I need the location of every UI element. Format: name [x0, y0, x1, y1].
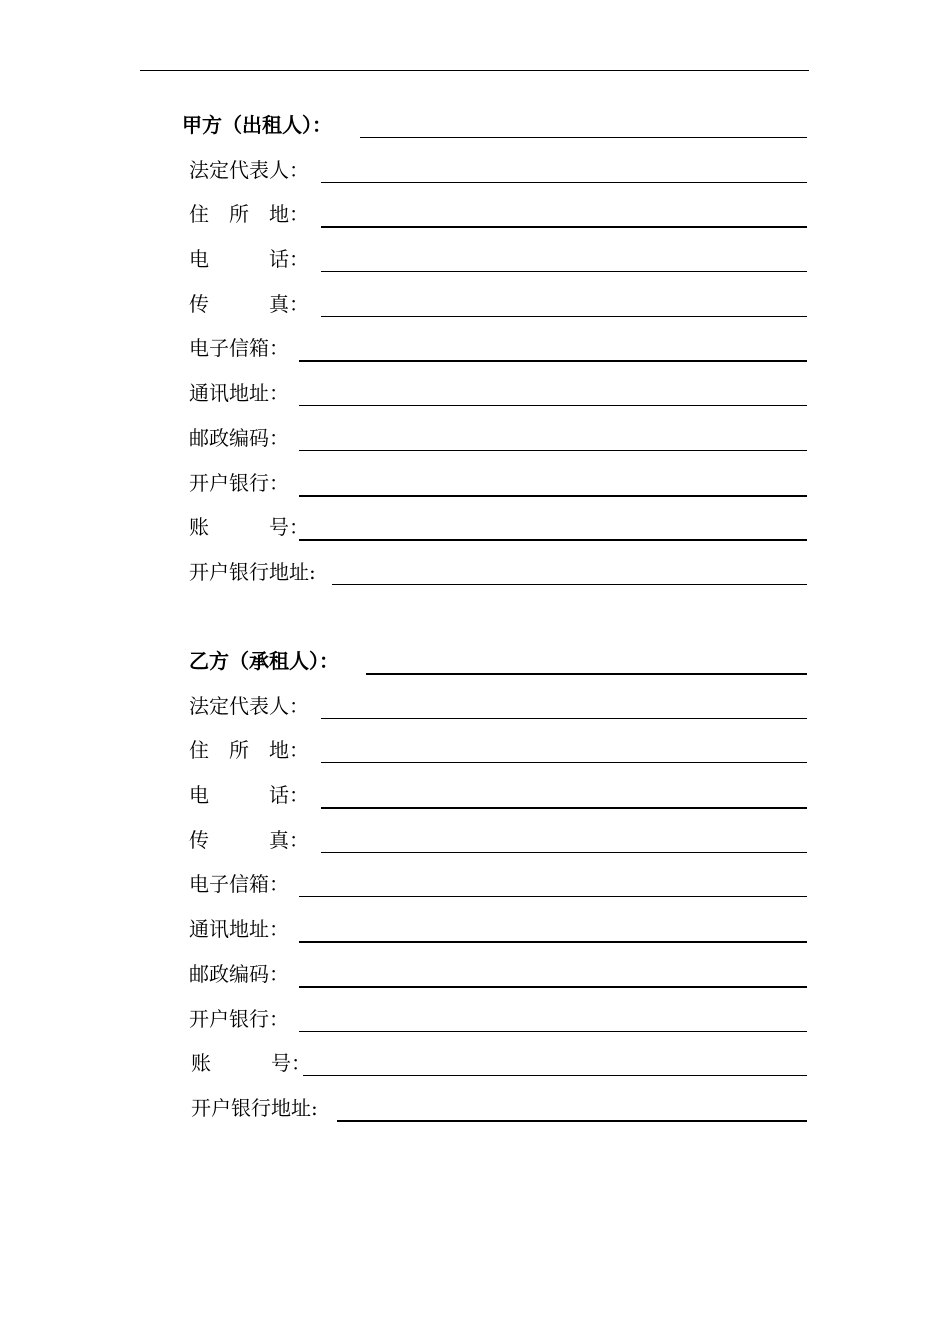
party-a-mail-address-row — [0, 372, 950, 417]
party-b-title-row — [0, 640, 950, 685]
party-a-address-row — [0, 193, 950, 238]
party-a-legal-rep-label: 法定代表人： — [189, 157, 309, 182]
party-a-email-row — [0, 327, 950, 372]
party-b-fax-field[interactable] — [321, 852, 807, 853]
party-b-legal-rep-label: 法定代表人： — [189, 693, 309, 718]
party-b-bank-row — [0, 998, 950, 1043]
header-rule — [140, 70, 809, 71]
party-a-bank-label: 开户银行： — [189, 470, 289, 495]
party-b-address-label: 住 所 地： — [189, 738, 309, 763]
party-b-phone-row — [0, 774, 950, 819]
party-a-mail-address-label: 通讯地址： — [189, 381, 289, 406]
party-b-address-field[interactable] — [321, 762, 807, 763]
party-a-address-label: 住 所 地： — [189, 202, 309, 227]
party-b-account-row — [0, 1042, 950, 1087]
party-b-account-label: 账 号： — [191, 1051, 311, 1076]
party-a-fax-row — [0, 283, 950, 328]
party-b-email-field[interactable] — [299, 896, 807, 897]
party-a-account-field[interactable] — [299, 539, 807, 541]
party-b-email-row — [0, 863, 950, 908]
party-b-address-row — [0, 729, 950, 774]
party-a-postcode-label: 邮政编码： — [189, 425, 289, 450]
party-b-fax-label: 传 真： — [189, 827, 309, 852]
party-b-postcode-label: 邮政编码： — [189, 961, 289, 986]
party-a-bank-row — [0, 462, 950, 507]
party-b-account-field[interactable] — [303, 1075, 807, 1076]
party-b-mail-address-field[interactable] — [299, 941, 807, 943]
party-b-bank-address-field[interactable] — [337, 1120, 807, 1122]
party-a-bank-address-label: 开户银行地址: — [189, 559, 316, 584]
party-b-mail-address-row — [0, 908, 950, 953]
party-a-name-field[interactable] — [360, 137, 807, 138]
party-b-postcode-row — [0, 953, 950, 998]
party-a-phone-label: 电 话： — [189, 247, 309, 272]
party-b-section — [0, 640, 950, 1132]
party-b-fax-row — [0, 819, 950, 864]
party-a-address-field[interactable] — [321, 226, 807, 228]
party-a-email-label: 电子信箱： — [189, 336, 289, 361]
party-b-name-field[interactable] — [366, 673, 807, 675]
party-a-legal-rep-field[interactable] — [321, 182, 807, 183]
party-b-bank-address-label: 开户银行地址: — [191, 1095, 318, 1120]
party-a-bank-field[interactable] — [299, 495, 807, 497]
party-b-legal-rep-field[interactable] — [321, 718, 807, 719]
party-b-bank-address-row — [0, 1087, 950, 1132]
party-a-bank-address-field[interactable] — [332, 584, 807, 585]
party-b-mail-address-label: 通讯地址： — [189, 917, 289, 942]
party-b-bank-field[interactable] — [299, 1031, 807, 1032]
party-a-account-label: 账 号： — [189, 515, 309, 540]
party-b-email-label: 电子信箱： — [189, 872, 289, 897]
party-a-phone-row — [0, 238, 950, 283]
party-a-legal-rep-row — [0, 149, 950, 194]
party-b-legal-rep-row — [0, 685, 950, 730]
party-a-section — [0, 104, 950, 596]
party-b-postcode-field[interactable] — [299, 986, 807, 988]
party-a-bank-address-row — [0, 551, 950, 596]
party-b-phone-label: 电 话： — [189, 783, 309, 808]
party-a-phone-field[interactable] — [321, 271, 807, 272]
party-a-fax-field[interactable] — [321, 316, 807, 317]
party-b-bank-label: 开户银行： — [189, 1006, 289, 1031]
party-b-title: 乙方（承租人）： — [189, 649, 339, 673]
party-a-email-field[interactable] — [299, 360, 807, 362]
party-a-account-row — [0, 506, 950, 551]
party-b-phone-field[interactable] — [321, 807, 807, 809]
party-a-mail-address-field[interactable] — [299, 405, 807, 406]
party-a-title-row — [0, 104, 950, 149]
party-a-postcode-field[interactable] — [299, 450, 807, 451]
party-a-postcode-row — [0, 417, 950, 462]
party-a-fax-label: 传 真： — [189, 291, 309, 316]
party-a-title: 甲方（出租人）： — [182, 113, 332, 137]
